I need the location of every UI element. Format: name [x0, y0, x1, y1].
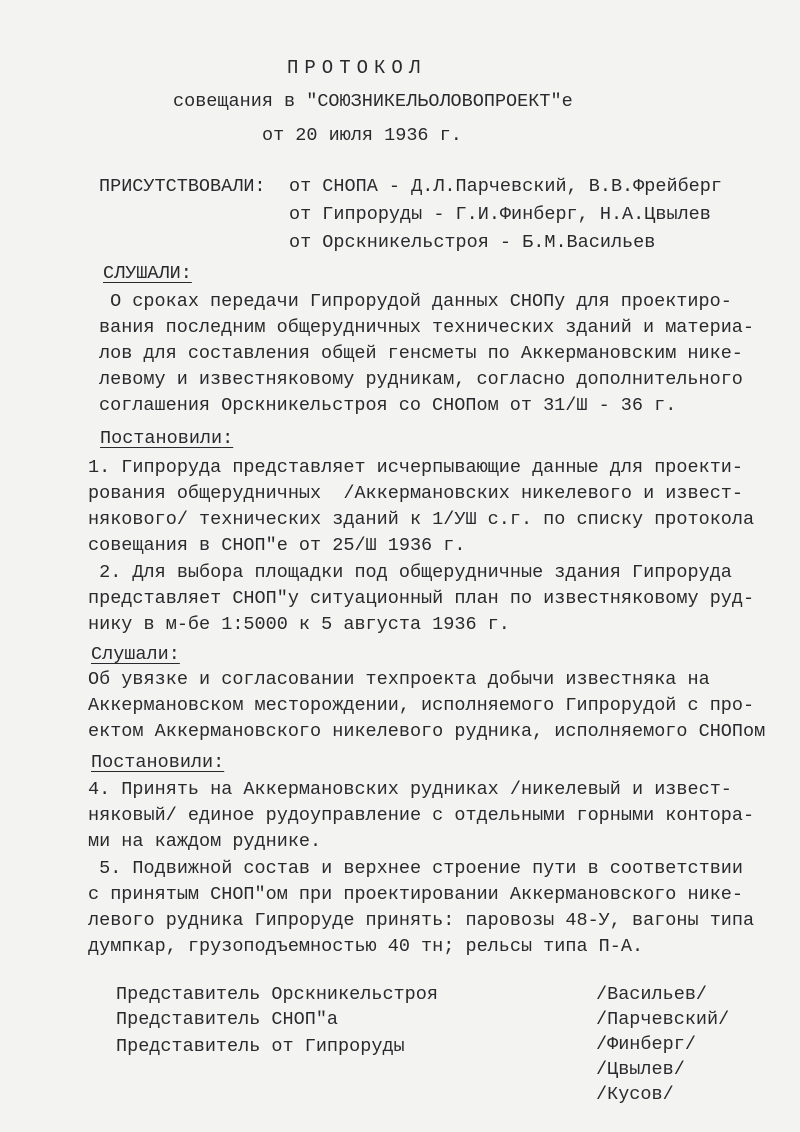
decided-text-line: 4. Принять на Аккермановских рудниках /никелевый и извест-: [88, 779, 732, 800]
decided-text-line: с принятым СНОП"ом при проектировании Аккермановского нике-: [88, 884, 744, 905]
decided-text-line: 1. Гипроруда представляет исчерпывающие данные для проекти-: [88, 457, 744, 478]
heard-text-line: левому и известняковому рудникам, согласно дополнительного: [99, 369, 743, 390]
attendee-line: от СНОПА - Д.Л.Парчевский, В.В.Фрейберг: [289, 176, 722, 197]
decided-text-line: 5. Подвижной состав и верхнее строение пути в соответствии: [88, 858, 744, 879]
signature-name: /Цвылев/: [596, 1059, 685, 1080]
document-title: ПРОТОКОЛ: [287, 57, 427, 79]
decided-text-line: някового/ технических зданий к 1/УШ с.г. по списку протокола: [88, 509, 755, 530]
signature-role: Представитель от Гипроруды: [116, 1036, 405, 1057]
heard-text-line: лов для составления общей генсметы по Аккермановским нике-: [99, 343, 743, 364]
document-subtitle: совещания в "СОЮЗНИКЕЛЬОЛОВОПРОЕКТ"е: [173, 91, 573, 112]
decided-text-line: ми на каждом руднике.: [88, 831, 322, 852]
signature-name: /Васильев/: [596, 984, 708, 1005]
attendees-label: ПРИСУТСТВОВАЛИ:: [99, 176, 266, 197]
heard-text-line: О сроках передачи Гипрорудой данных СНОПу для проектиро-: [99, 291, 732, 312]
decided-heading-2: Постановили:: [91, 752, 225, 773]
signature-name: /Кусов/: [596, 1084, 674, 1105]
document-date: от 20 июля 1936 г.: [262, 125, 462, 146]
attendee-line: от Орскникельстроя - Б.М.Васильев: [289, 232, 656, 253]
heard-text-line: вания последним общерудничных технических зданий и материа-: [99, 317, 755, 338]
heard-text-line: ектом Аккермановского никелевого рудника, исполняемого СНОПом: [88, 721, 766, 742]
attendee-line: от Гипроруды - Г.И.Финберг, Н.А.Цвылев: [289, 204, 711, 225]
decided-text-line: 2. Для выбора площадки под общерудничные здания Гипроруда: [88, 562, 732, 583]
decided-text-line: нику в м-бе 1:5000 к 5 августа 1936 г.: [88, 614, 510, 635]
signature-role: Представитель Орскникельстроя: [116, 984, 438, 1005]
heard-text-line: соглашения Орскникельстроя со СНОПом от 31/Ш - 36 г.: [99, 395, 677, 416]
heard-text-line: Об увязке и согласовании техпроекта добычи известняка на: [88, 669, 710, 690]
decided-heading-1: Постановили:: [100, 428, 234, 449]
signature-name: /Парчевский/: [596, 1009, 730, 1030]
signature-role: Представитель СНОП"а: [116, 1009, 339, 1030]
decided-text-line: представляет СНОП"у ситуационный план по известняковому руд-: [88, 588, 755, 609]
decided-text-line: няковый/ единое рудоуправление с отдельными горными контора-: [88, 805, 755, 826]
heard-text-line: Аккермановском месторождении, исполняемого Гипрорудой с про-: [88, 695, 755, 716]
heard-heading-2: Слушали:: [91, 644, 180, 665]
decided-text-line: рования общерудничных /Аккермановских никелевого и извест-: [88, 483, 744, 504]
heard-heading-1: СЛУШАЛИ:: [103, 263, 192, 284]
signature-name: /Финберг/: [596, 1034, 696, 1055]
decided-text-line: левого рудника Гипроруде принять: паровозы 48-У, вагоны типа: [88, 910, 755, 931]
decided-text-line: думпкар, грузоподъемностью 40 тн; рельсы типа П-А.: [88, 936, 644, 957]
decided-text-line: совещания в СНОП"е от 25/Ш 1936 г.: [88, 535, 466, 556]
